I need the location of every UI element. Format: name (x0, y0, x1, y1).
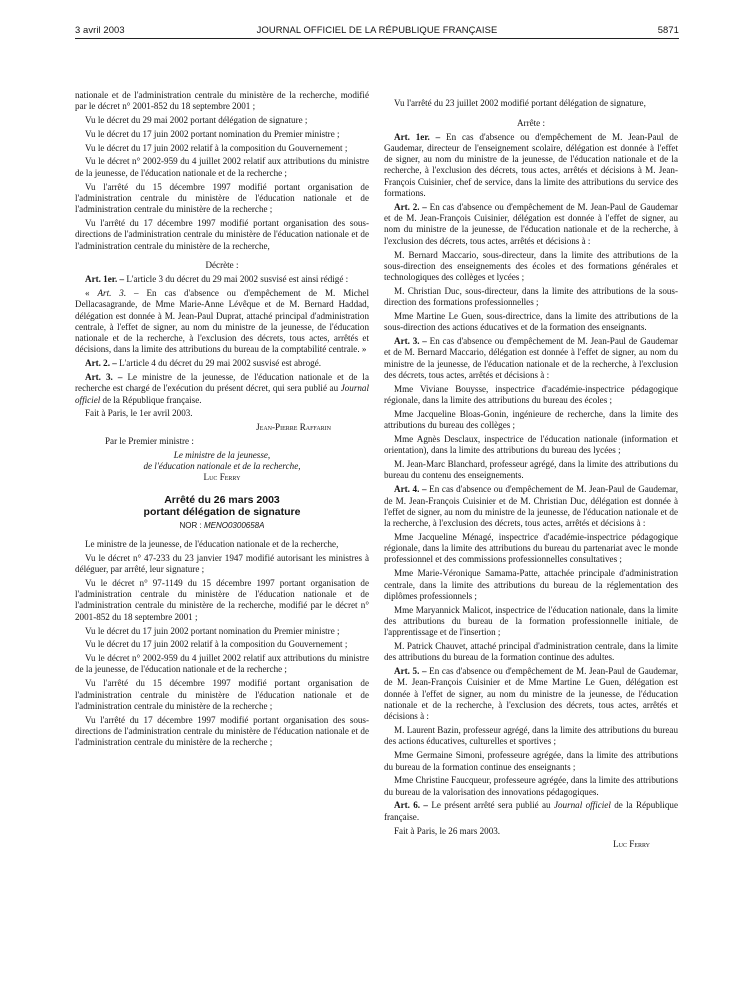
article-4 (384, 484, 678, 529)
article-3 (384, 336, 678, 381)
quoted-article-label: Art. 3. (97, 287, 127, 298)
article-label: Art. 1er. – (85, 274, 125, 285)
journal-ref: Journal officiel (553, 800, 611, 811)
signature-raffarin: Jean-Pierre Raffarin (256, 422, 331, 433)
article-text: En cas d'absence ou d'empêchement de M. Jean-Paul de Gaudemar et de M. Jean-François Cuisinier, délégation est donnée à l'effet de signer, au nom du ministre de la jeunesse, de l'éducation nationale et de la recherche, à l'exclusion des décrets, tous actes, arrêtés et décisions à : (384, 201, 678, 246)
minister-title: Le ministre de la jeunesse, (173, 449, 271, 460)
paragraph: Le ministre de la jeunesse, de l'éducation nationale et de la recherche, (85, 539, 339, 549)
nor-label: NOR : (179, 520, 204, 530)
list-item: Mme Christine Faucqueur, professeure agrégée, dans la limite des attributions du bureau de la valorisation des innovations pédagogiques. (384, 775, 678, 797)
paragraph: Vu l'arrêté du 23 juillet 2002 modifié portant délégation de signature, (394, 98, 646, 108)
paragraph: Vu l'arrêté du 17 décembre 1997 modifié portant organisation des sous-directions de l'administration centrale du ministère de l'éducation nationale et de l'administration centrale du ministère de la recherche, (75, 217, 369, 251)
header-date: 3 avril 2003 (75, 24, 125, 35)
journal-ref: Journal officiel (75, 383, 369, 405)
article-text: En cas d'absence ou d'empêchement de M. Jean-Paul de Gaudemar, directeur de l'enseignement scolaire, délégation est donnée à l'effet de signer, au nom du ministre de la jeunesse, de l'éducation nationale et de la recherche, à l'exclusion des décrets, tous actes, arrêtés et décisions à M. Jean-François Cuisinier, chef de service, dans la limite des attributions du service des formations. (384, 131, 679, 199)
list-item: M. Patrick Chauvet, attaché principal d'administration centrale, dans la limite des attributions du bureau de la formation continue des adultes. (384, 641, 678, 663)
article-text: Le ministre de la jeunesse, de l'éducation nationale et de la recherche est chargé de l'exécution du présent décret, qui sera publié au (75, 372, 369, 394)
page-number: 5871 (657, 24, 679, 35)
quote-mark: « (85, 287, 98, 298)
article-text: En cas d'absence ou d'empêchement de M. Jean-Paul de Gaudemar et de M. Bernard Maccario, délégation est donnée à l'effet de signer, au nom du ministre de la jeunesse, de l'éducation nationale et de la recherche, à l'exclusion des décrets, tous actes, arrêtés et décisions à : (384, 336, 678, 381)
article-text: – En cas d'absence ou d'empêchement de M. Michel Dellacasagrande, de Mme Marie-Anne Lévêque et de M. Bernard Haddad, délégation est donnée à M. Jean-Paul Duprat, attaché principal d'administration centrale, à l'effet de signer, au nom du ministre de la jeunesse, de l'éducation nationale et de la recherche, à l'exclusion des décrets, tous actes, arrêtés et décisions, dans la limite des attributions du bureau de la comptabilité centrale. » (75, 287, 369, 355)
minister-line (75, 461, 369, 472)
paragraph: Vu le décret n° 97-1149 du 15 décembre 1997 portant organisation de l'administration centrale du ministère de l'éducation nationale et de l'administration centrale du ministère de la recherche, modifié par le décret n° 2001-852 du 18 septembre 2001 ; (75, 577, 369, 622)
article-6 (384, 800, 678, 823)
article-3 (75, 372, 369, 406)
arrete-title-line: portant délégation de signature (143, 505, 301, 518)
article-2 (384, 202, 678, 247)
list-item: M. Bernard Maccario, sous-directeur, dans la limite des attributions de la sous-direction des enseignements des écoles et des formations générales et technologiques des collèges et lycées ; (384, 249, 678, 283)
article-text: Le présent arrêté sera publié au (427, 800, 554, 811)
paragraph: Vu le décret n° 47-233 du 23 janvier 1947 modifié autorisant les ministres à déléguer, par arrêté, leur signature ; (75, 552, 369, 575)
list-item: Mme Viviane Bouysse, inspectrice d'académie-inspectrice pédagogique régionale, dans la limite des attributions du bureau des écoles ; (384, 383, 678, 406)
minister-title: de l'éducation nationale et de la recherche, (143, 461, 301, 472)
article-label: Art. 3. – (394, 336, 427, 347)
arrete-title (75, 494, 369, 518)
paragraph: Vu le décret n° 2002-959 du 4 juillet 2002 relatif aux attributions du ministre de la jeunesse, de l'éducation nationale et de la recherche ; (75, 156, 369, 178)
article-text: L'article 3 du décret du 29 mai 2002 susvisé est ainsi rédigé : (124, 274, 349, 285)
journal-title: JOURNAL OFFICIEL DE LA RÉPUBLIQUE FRANÇAISE (256, 24, 498, 35)
list-item: Mme Jacqueline Bloas-Gonin, ingénieure de recherche, dans la limite des attributions du bureau des collèges ; (384, 408, 678, 431)
article-text: de la République française. (384, 800, 678, 822)
paragraph: Vu le décret du 29 mai 2002 portant délégation de signature ; (85, 115, 308, 126)
article-5 (384, 666, 678, 722)
right-column (384, 98, 678, 853)
paragraph: Vu l'arrêté du 17 décembre 1997 modifié portant organisation des sous-directions de l'administration centrale du ministère de l'éducation nationale et de l'administration centrale du ministère de la recherche ; (75, 714, 369, 748)
decrete-heading: Décrète : (205, 260, 239, 271)
paragraph: Vu le décret du 17 juin 2002 portant nomination du Premier ministre ; (85, 128, 340, 139)
paragraph: Vu l'arrêté du 15 décembre 1997 modifié portant organisation de l'administration centrale du ministère de l'éducation nationale et de l'administration centrale du ministère de la recherche ; (75, 678, 369, 711)
article-text: En cas d'absence ou d'empêchement de M. Jean-Paul de Gaudemar, de M. Jean-François Cuisinier et de M. Christian Duc, délégation est donnée à l'effet de signer, au nom du ministre de la jeunesse, de l'éducation nationale et de la recherche, à l'exclusion des décrets, tous actes, arrêtés et décisions à : (384, 484, 678, 529)
list-item: M. Jean-Marc Blanchard, professeur agrégé, dans la limite des attributions du bureau du contenu des enseignements. (384, 459, 678, 481)
article-label: Art. 3. – (85, 372, 123, 383)
article-1 (384, 132, 678, 200)
nor-reference (75, 520, 369, 531)
article-label: Art. 1er. – (394, 131, 441, 142)
list-item: Mme Marie-Véronique Samama-Patte, attachée principale d'administration centrale, dans la limite des attributions du bureau de la réglementation des diplômes professionnels ; (384, 568, 678, 601)
article-label: Art. 2. – (85, 358, 117, 369)
fait-line: Fait à Paris, le 1er avril 2003. (85, 408, 193, 419)
paragraph: Vu le décret n° 2002-959 du 4 juillet 2002 relatif aux attributions du ministre de la jeunesse, de l'éducation nationale et de la recherche ; (75, 653, 369, 675)
signature-ferry: Luc Ferry (613, 839, 650, 850)
page-header (75, 24, 679, 38)
article-text: de la République française. (100, 394, 202, 405)
article-quote (75, 288, 369, 356)
left-column (75, 90, 369, 751)
list-item: Mme Jacqueline Ménagé, inspectrice d'académie-inspectrice pédagogique régionale, dans la limite des attributions du bureau du partenariat avec le monde professionnel et des commissions professionnelles consultatives ; (384, 531, 678, 565)
paragraph: Vu l'arrêté du 15 décembre 1997 modifié portant organisation de l'administration centrale du ministère de l'éducation nationale et de l'administration centrale du ministère de la recherche ; (75, 181, 369, 215)
list-item: Mme Agnès Desclaux, inspectrice de l'éducation nationale (information et orientation), dans la limite des attributions du bureau des lycées ; (384, 434, 678, 456)
paragraph: nationale et de l'administration centrale du ministère de la recherche, modifié par le décret n° 2001-852 du 18 septembre 2001 ; (75, 90, 369, 112)
paragraph: Vu le décret du 17 juin 2002 relatif à la composition du Gouvernement ; (85, 639, 348, 650)
list-item: Mme Martine Le Guen, sous-directrice, dans la limite des attributions de la sous-direction des actions éducatives et de la formation des enseignants. (384, 311, 678, 333)
list-item: Mme Maryannick Malicot, inspectrice de l'éducation nationale, dans la limite des attributions du bureau de la formation professionnelle initiale, de l'apprentissage et de l'insertion ; (384, 604, 678, 638)
article-label: Art. 4. – (394, 484, 427, 495)
nor-value: MENO0300658A (203, 520, 265, 530)
fait-line: Fait à Paris, le 26 mars 2003. (394, 825, 501, 836)
article-label: Art. 5. – (394, 666, 427, 677)
article-label: Art. 2. – (394, 201, 427, 212)
header-rule (75, 38, 679, 39)
list-item: Mme Germaine Simoni, professeure agrégée, dans la limite des attributions du bureau de la formation continue des enseignants ; (384, 750, 678, 772)
article-2 (75, 358, 369, 369)
article-label: Art. 6. – (394, 800, 428, 811)
arrete-heading: Arrête : (516, 117, 546, 128)
pm-line: Par le Premier ministre : (105, 436, 194, 447)
signature-ferry: Luc Ferry (203, 472, 241, 483)
list-item: M. Laurent Bazin, professeur agrégé, dans la limite des attributions du bureau des actions éducatives, culturelles et sportives ; (384, 725, 678, 747)
minister-line (75, 450, 369, 461)
article-text: L'article 4 du décret du 29 mai 2002 susvisé est abrogé. (116, 358, 321, 369)
paragraph: Vu le décret du 17 juin 2002 relatif à la composition du Gouvernement ; (85, 142, 348, 153)
paragraph: Vu le décret du 17 juin 2002 portant nomination du Premier ministre ; (85, 625, 340, 636)
list-item: M. Christian Duc, sous-directeur, dans la limite des attributions de la sous-direction des formations professionnelles ; (384, 285, 678, 308)
article-text: En cas d'absence ou d'empêchement de M. Jean-Paul de Gaudemar, de M. Jean-François Cuisinier et de Mme Martine Le Guen, délégation est donnée à l'effet de signer, au nom du ministre de la jeunesse, de l'éducation nationale et de la recherche, à l'exclusion des décrets, tous actes, arrêtés et décisions à : (384, 666, 678, 722)
arrete-title-line: Arrêté du 26 mars 2003 (164, 493, 280, 506)
article-1 (75, 274, 369, 285)
